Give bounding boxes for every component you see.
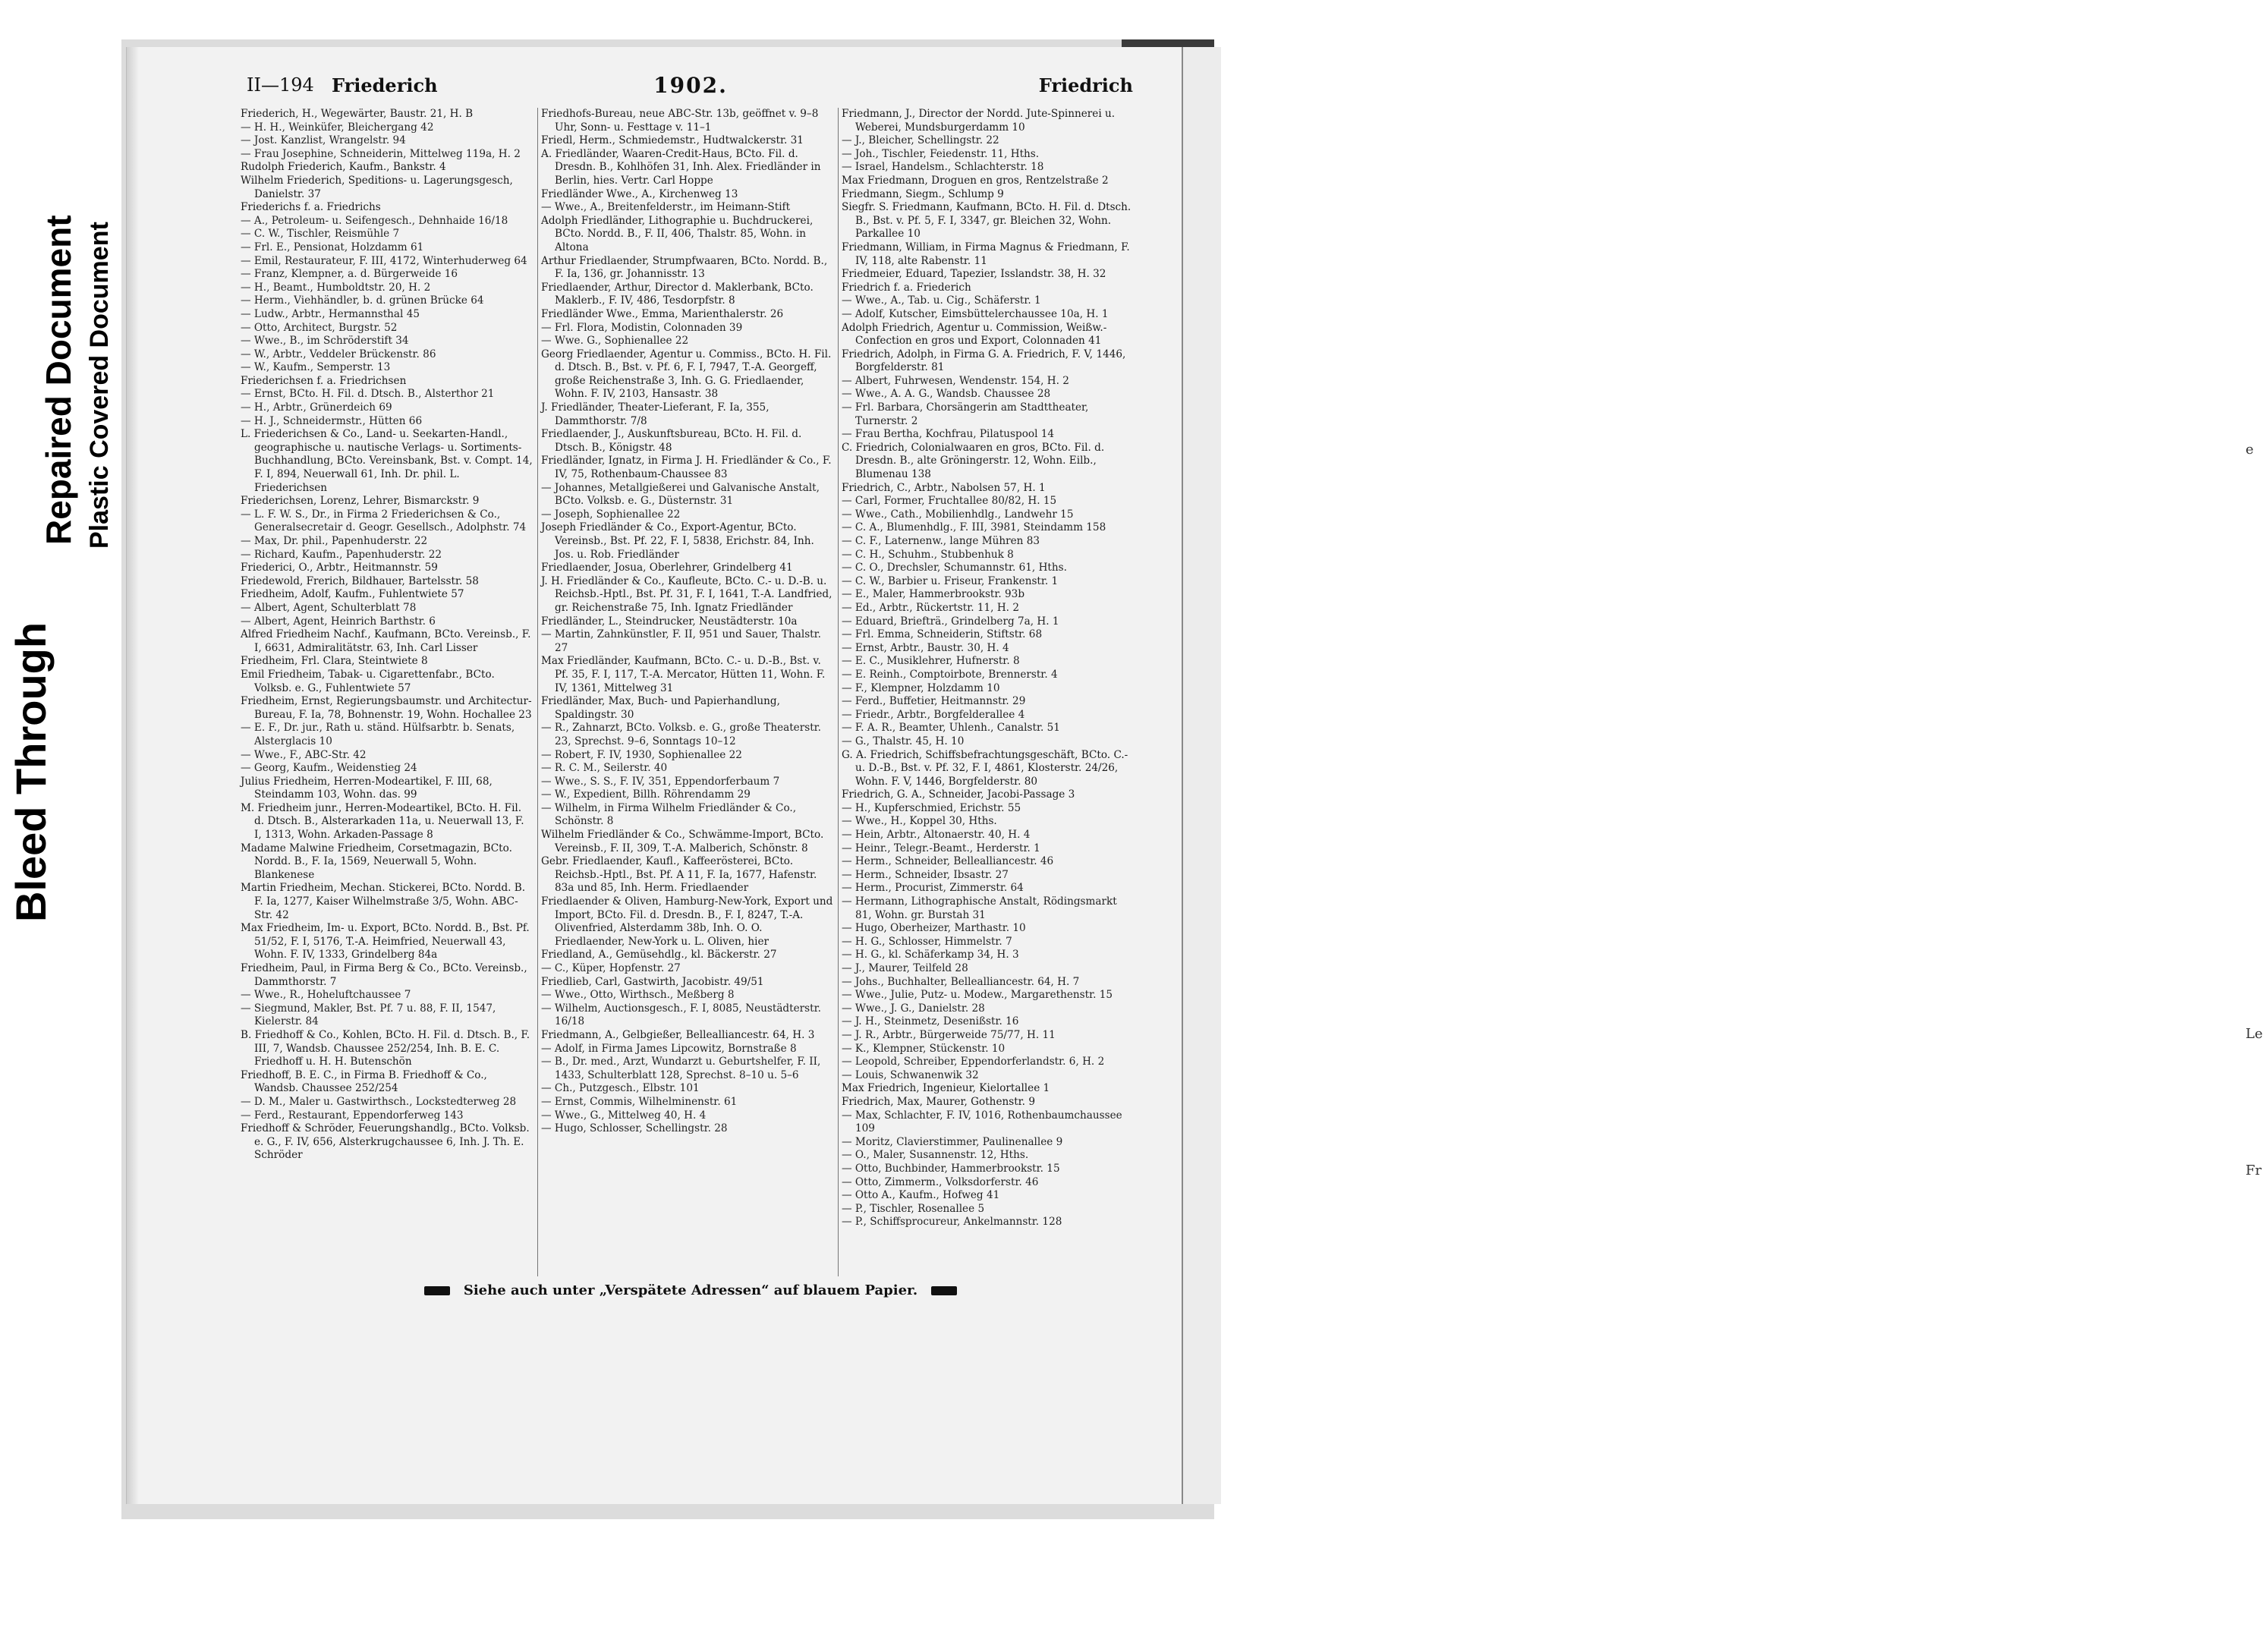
- directory-entry: — R., Zahnarzt, BCto. Volksb. e. G., große Theaterstr. 23, Sprechst. 9–6, Sonntags 10–12: [541, 722, 821, 747]
- directory-entry: G. A. Friedrich, Schiffsbefrachtungsgeschäft, BCto. C.- u. D.-B., Bst. v. Pf. 32, F. I, 4861, Klosterstr. 24/26, Wohn. F. V, 1446, Borgfelderstr. 80: [842, 748, 1128, 788]
- directory-entry: Adolph Friedrich, Agentur u. Commission, Weißw.-Confection en gros und Export, Colonnaden 41: [842, 321, 1107, 348]
- directory-entry: Max Friedrich, Ingenieur, Kielortallee 1: [842, 1082, 1050, 1095]
- directory-entry: — Frau Bertha, Kochfrau, Pilatuspool 14: [842, 428, 1055, 441]
- directory-entry: — J., Maurer, Teilfeld 28: [842, 962, 968, 974]
- directory-entry: — Wwe., A., Tab. u. Cig., Schäferstr. 1: [842, 294, 1041, 307]
- directory-entry: Friedrich, Adolph, in Firma G. A. Friedrich, F. V, 1446, Borgfelderstr. 81: [842, 348, 1126, 374]
- directory-entry: — Moritz, Clavierstimmer, Paulinenallee 9: [842, 1135, 1063, 1148]
- directory-entry: — P., Schiffsprocureur, Ankelmannstr. 128: [842, 1216, 1062, 1229]
- directory-page: [126, 47, 2263, 1504]
- directory-entry: Friedlaender, Arthur, Director d. Maklerbank, BCto. Maklerb., F. IV, 486, Tesdorpfstr. 8: [541, 281, 814, 307]
- directory-entry: — C. W., Barbier u. Friseur, Frankenstr. 1: [842, 574, 1059, 587]
- directory-entry: — Ernst, BCto. H. Fil. d. Dtsch. B., Alsterthor 21: [241, 388, 495, 401]
- directory-entry: — Siegmund, Makler, Bst. Pf. 7 u. 88, F. II, 1547, Kielerstr. 84: [241, 1002, 496, 1028]
- directory-entry: — Wwe., Otto, Wirthsch., Meßberg 8: [541, 989, 735, 1002]
- directory-entry: — E. F., Dr. jur., Rath u. ständ. Hülfsarbtr. b. Senats, Alsterglacis 10: [241, 722, 515, 747]
- directory-entry: — Joseph, Sophienallee 22: [541, 508, 681, 521]
- directory-entry: Friedhoff, B. E. C., in Firma B. Friedhoff & Co., Wandsb. Chaussee 252/254: [241, 1068, 487, 1095]
- directory-entry: Wilhelm Friederich, Speditions- u. Lagerungsgesch, Danielstr. 37: [241, 174, 513, 200]
- directory-entry: Friedländer, Max, Buch- und Papierhandlung, Spaldingstr. 30: [541, 695, 780, 721]
- directory-entry: Arthur Friedlaender, Strumpfwaaren, BCto. Nordd. B., F. Ia, 136, gr. Johannisstr. 13: [541, 254, 828, 281]
- directory-entry: Friedlaender, Josua, Oberlehrer, Grindelberg 41: [541, 562, 793, 574]
- directory-columns: [241, 108, 1141, 1276]
- directory-entry: — Frl. Flora, Modistin, Colonnaden 39: [541, 321, 743, 334]
- directory-entry: Friederichsen, Lorenz, Lehrer, Bismarckstr. 9: [241, 495, 480, 508]
- directory-entry: Max Friedländer, Kaufmann, BCto. C.- u. D.-B., Bst. v. Pf. 35, F. I, 117, T.-A. Mercator, Hütten 11, Wohn. F. IV, 1361, Mittelweg 31: [541, 655, 826, 694]
- directory-entry: Friederich, H., Wegewärter, Baustr. 21, H. B: [241, 108, 474, 120]
- directory-entry: Friedlaender, J., Auskunftsbureau, BCto. H. Fil. d. Dtsch. B., Königstr. 48: [541, 428, 802, 454]
- directory-entry: — H. G., kl. Schäferkamp 34, H. 3: [842, 949, 1019, 961]
- directory-entry: — C. W., Tischler, Reismühle 7: [241, 228, 400, 241]
- footer-note-text: Siehe auch unter „Verspätete Adressen“ auf blauem Papier.: [463, 1282, 918, 1298]
- directory-entry: Friedländer, Ignatz, in Firma J. H. Friedländer & Co., F. IV, 75, Rothenbaum-Chaussee 83: [541, 455, 832, 481]
- directory-entry: Madame Malwine Friedheim, Corsetmagazin, BCto. Nordd. B., F. Ia, 1569, Neuerwall 5, Wohn. Blankenese: [241, 842, 512, 881]
- directory-entry: — C. O., Drechsler, Schumannstr. 61, Hths.: [842, 562, 1067, 574]
- directory-entry: — Adolf, Kutscher, Eimsbüttelerchaussee 10a, H. 1: [842, 307, 1109, 320]
- directory-entry: — Wwe. G., Sophienallee 22: [541, 335, 689, 348]
- directory-entry: — Hein, Arbtr., Altonaerstr. 40, H. 4: [842, 829, 1031, 842]
- directory-entry: — Johannes, Metallgießerei und Galvanische Anstalt, BCto. Volksb. e. G., Düsternstr. 31: [541, 481, 820, 508]
- directory-entry: — Herm., Schneider, Ibsastr. 27: [842, 868, 1009, 881]
- directory-entry: J. Friedländer, Theater-Lieferant, F. Ia, 355, Dammthorstr. 7/8: [541, 401, 770, 427]
- directory-entry: Emil Friedheim, Tabak- u. Cigarettenfabr., BCto. Volksb. e. G., Fuhlentwiete 57: [241, 668, 495, 694]
- edge-letter: Le: [2246, 1026, 2263, 1042]
- page-header: [241, 70, 1141, 100]
- directory-entry: Friedewold, Frerich, Bildhauer, Bartelsstr. 58: [241, 574, 479, 587]
- directory-entry: Siegfr. S. Friedmann, Kaufmann, BCto. H. Fil. d. Dtsch. B., Bst. v. Pf. 5, F. I, 3347, gr. Bleichen 32, Wohn. Parkallee 10: [842, 201, 1132, 241]
- directory-entry: A. Friedländer, Waaren-Credit-Haus, BCto. Fil. d. Dresdn. B., Kohlhöfen 31, Inh. Alex. Friedländer in Berlin, hies. Vertr. Carl Hoppe: [541, 147, 821, 187]
- directory-entry: Martin Friedheim, Mechan. Stickerei, BCto. Nordd. B. F. Ia, 1277, Kaiser Wilhelmstraße 3/5, Wohn. ABC-Str. 42: [241, 882, 526, 921]
- directory-entry: Friedheim, Adolf, Kaufm., Fuhlentwiete 57: [241, 588, 464, 601]
- column-1: [241, 108, 533, 1276]
- directory-entry: — Wwe., H., Koppel 30, Hths.: [842, 815, 997, 828]
- directory-entry: Friedlaender & Oliven, Hamburg-New-York, Export und Import, BCto. Fil. d. Dresdn. B., F. I, 8247, T.-A. Olivenfried, Alsterdamm 38b, Inh. O. O. Friedlaender, New-York u. L. Oliven, hier: [541, 895, 833, 948]
- scanned-page: [121, 39, 2263, 1519]
- directory-entry: J. H. Friedländer & Co., Kaufleute, BCto. C.- u. D.-B. u. Reichsb.-Hptl., Bst. Pf. 31, F. I, 1641, T.-A. Landfried, gr. Reichenstraße 75, Inh. Ignatz Friedländer: [541, 574, 832, 614]
- directory-entry: — Emil, Restaurateur, F. III, 4172, Winterhuderweg 64: [241, 254, 527, 267]
- directory-entry: — H., Kupferschmied, Erichstr. 55: [842, 801, 1021, 814]
- directory-entry: — Albert, Fuhrwesen, Wendenstr. 154, H. 2: [842, 374, 1069, 387]
- footer-note: [241, 1282, 1141, 1298]
- directory-entry: Rudolph Friederich, Kaufm., Bankstr. 4: [241, 161, 446, 174]
- directory-entry: Friedrich, G. A., Schneider, Jacobi-Passage 3: [842, 788, 1075, 801]
- directory-entry: Friedländer, L., Steindrucker, Neustädterstr. 10a: [541, 615, 798, 628]
- directory-entry: — C., Küper, Hopfenstr. 27: [541, 962, 681, 974]
- directory-entry: Friedheim, Frl. Clara, Steintwiete 8: [241, 655, 428, 668]
- directory-entry: — Friedr., Arbtr., Borgfelderallee 4: [842, 708, 1025, 721]
- directory-entry: Alfred Friedheim Nachf., Kaufmann, BCto. Vereinsb., F. I, 6631, Admiralitätstr. 63, Inh. Carl Lisser: [241, 628, 531, 654]
- directory-entry: — Albert, Agent, Heinrich Barthstr. 6: [241, 615, 436, 628]
- directory-entry: C. Friedrich, Colonialwaaren en gros, BCto. Fil. d. Dresdn. B., alte Gröningerstr. 12, Wohn. Eilb., Blumenau 138: [842, 441, 1105, 481]
- directory-entry: — H., Arbtr., Grünerdeich 69: [241, 401, 392, 414]
- directory-entry: — W., Arbtr., Veddeler Brückenstr. 86: [241, 348, 436, 360]
- directory-entry: — A., Petroleum- u. Seifengesch., Dehnhaide 16/18: [241, 214, 508, 227]
- right-running-head: Friedrich: [1038, 74, 1133, 96]
- column-divider: [838, 108, 839, 1276]
- directory-entry: — J. R., Arbtr., Bürgerweide 75/77, H. 11: [842, 1028, 1056, 1041]
- directory-entry: — Ernst, Arbtr., Baustr. 30, H. 4: [842, 641, 1009, 654]
- directory-entry: Friedmann, Siegm., Schlump 9: [842, 187, 1004, 200]
- directory-entry: — Wilhelm, Auctionsgesch., F. I, 8085, Neustädterstr. 16/18: [541, 1002, 821, 1028]
- directory-entry: — Johs., Buchhalter, Bellealliancestr. 64, H. 7: [842, 975, 1080, 988]
- directory-entry: — W., Expedient, Billh. Röhrendamm 29: [541, 788, 751, 801]
- edge-letter: e: [2246, 442, 2254, 458]
- directory-entry: — F., Klempner, Holzdamm 10: [842, 681, 1000, 694]
- directory-entry: — W., Kaufm., Semperstr. 13: [241, 361, 391, 374]
- directory-entry: — Otto A., Kaufm., Hofweg 41: [842, 1189, 1000, 1202]
- directory-entry: — Heinr., Telegr.-Beamt., Herderstr. 1: [842, 842, 1040, 854]
- directory-entry: Joseph Friedländer & Co., Export-Agentur, BCto. Vereinsb., Bst. Pf. 22, F. I, 5838, Erichstr. 84, Inh. Jos. u. Rob. Friedländer: [541, 521, 814, 561]
- directory-entry: — Wwe., A., Breitenfelderstr., im Heimann-Stift: [541, 201, 791, 214]
- directory-entry: Friederichsen f. a. Friedrichsen: [241, 374, 407, 387]
- directory-entry: Max Friedmann, Droguen en gros, Rentzelstraße 2: [842, 174, 1109, 187]
- label-plastic-covered-document: Plastic Covered Document: [85, 222, 114, 549]
- directory-entry: Friedl, Herm., Schmiedemstr., Hudtwalckerstr. 31: [541, 134, 804, 147]
- side-labels: [0, 0, 121, 1518]
- directory-entry: — Wwe., A. A. G., Wandsb. Chaussee 28: [842, 388, 1051, 401]
- directory-entry: Friedhoff & Schröder, Feuerungshandlg., BCto. Volksb. e. G., F. IV, 656, Alsterkrugchaussee 6, Inh. J. Th. E. Schröder: [241, 1122, 530, 1162]
- directory-entry: — E. C., Musiklehrer, Hufnerstr. 8: [842, 655, 1020, 668]
- directory-entry: — Wwe., B., im Schröderstift 34: [241, 335, 409, 348]
- directory-entry: — Otto, Architect, Burgstr. 52: [241, 321, 398, 334]
- directory-entry: Wilhelm Friedländer & Co., Schwämme-Import, BCto. Vereinsb., F. II, 309, T.-A. Malberich, Schönstr. 8: [541, 829, 824, 854]
- directory-entry: — Louis, Schwanenwik 32: [842, 1068, 979, 1081]
- directory-entry: — J. H., Steinmetz, Desenißstr. 16: [842, 1015, 1019, 1028]
- directory-entry: — Herm., Viehhändler, b. d. grünen Brücke 64: [241, 294, 484, 307]
- directory-entry: — Israel, Handelsm., Schlachterstr. 18: [842, 161, 1044, 174]
- directory-entry: Friedländer Wwe., Emma, Marienthalerstr. 26: [541, 307, 784, 320]
- directory-entry: — Robert, F. IV, 1930, Sophienallee 22: [541, 748, 742, 761]
- directory-entry: — Ed., Arbtr., Rückertstr. 11, H. 2: [842, 601, 1019, 614]
- directory-entry: — Wwe., S. S., F. IV, 351, Eppendorferbaum 7: [541, 775, 780, 788]
- directory-entry: — Wilhelm, in Firma Wilhelm Friedländer & Co., Schönstr. 8: [541, 801, 797, 828]
- directory-entry: — Ch., Putzgesch., Elbstr. 101: [541, 1082, 700, 1095]
- directory-entry: Adolph Friedländer, Lithographie u. Buchdruckerei, BCto. Nordd. B., F. II, 406, Thalstr. 85, Wohn. in Altona: [541, 214, 814, 253]
- directory-entry: — Ferd., Restaurant, Eppendorferweg 143: [241, 1109, 464, 1122]
- directory-entry: — Frl. Barbara, Chorsängerin am Stadttheater, Turnerstr. 2: [842, 401, 1089, 427]
- year-heading: 1902.: [653, 73, 728, 98]
- directory-entry: — H. G., Schlosser, Himmelstr. 7: [842, 935, 1012, 948]
- directory-entry: — Otto, Zimmerm., Volksdorferstr. 46: [842, 1175, 1039, 1188]
- directory-entry: — R. C. M., Seilerstr. 40: [541, 762, 668, 775]
- directory-entry: Friedland, A., Gemüsehdlg., kl. Bäckerstr. 27: [541, 949, 777, 961]
- directory-entry: — Joh., Tischler, Feiedenstr. 11, Hths.: [842, 147, 1040, 160]
- directory-entry: — D. M., Maler u. Gastwirthsch., Lockstedterweg 28: [241, 1095, 517, 1108]
- directory-entry: Friedländer Wwe., A., Kirchenweg 13: [541, 187, 738, 200]
- directory-entry: — C. F., Laternenw., lange Mühren 83: [842, 535, 1040, 547]
- directory-entry: — Leopold, Schreiber, Eppendorferlandstr. 6, H. 2: [842, 1056, 1105, 1068]
- directory-entry: — G., Thalstr. 45, H. 10: [842, 735, 965, 747]
- directory-entry: Friedrich, Max, Maurer, Gothenstr. 9: [842, 1095, 1035, 1108]
- directory-entry: — Jost. Kanzlist, Wrangelstr. 94: [241, 134, 406, 147]
- left-running-head: Friederich: [332, 74, 438, 96]
- directory-entry: — Eduard, Briefträ., Grindelberg 7a, H. 1: [842, 615, 1059, 628]
- directory-entry: — Frau Josephine, Schneiderin, Mittelweg 119a, H. 2: [241, 147, 521, 160]
- page-gutter: [127, 47, 139, 1504]
- directory-entry: Friedrich f. a. Friederich: [842, 281, 971, 294]
- directory-entry: Friederici, O., Arbtr., Heitmannstr. 59: [241, 562, 438, 574]
- directory-entry: — Richard, Kaufm., Papenhuderstr. 22: [241, 548, 442, 561]
- directory-entry: — Wwe., J. G., Danielstr. 28: [842, 1002, 985, 1015]
- edge-letter: Fr: [2246, 1163, 2262, 1178]
- directory-entry: — Hugo, Schlosser, Schellingstr. 28: [541, 1122, 728, 1135]
- directory-entry: — Frl. E., Pensionat, Holzdamm 61: [241, 241, 424, 253]
- directory-entry: M. Friedheim junr., Herren-Modeartikel, BCto. H. Fil. d. Dtsch. B., Alsterarkaden 11a, u. Neuerwall 13, F. I, 1313, Wohn. Arkaden-Passage 8: [241, 801, 524, 842]
- pointing-hand-icon: [931, 1286, 957, 1295]
- directory-entry: Friedhofs-Bureau, neue ABC-Str. 13b, geöffnet v. 9–8 Uhr, Sonn- u. Festtage v. 11–1: [541, 108, 819, 134]
- directory-entry: Friedheim, Ernst, Regierungsbaumstr. und Architectur-Bureau, F. Ia, 78, Bohnenstr. 19, Wohn. Hochallee 23: [241, 695, 532, 721]
- directory-entry: — C. H., Schuhm., Stubbenhuk 8: [842, 548, 1014, 561]
- directory-entry: — Wwe., R., Hoheluftchaussee 7: [241, 989, 411, 1002]
- column-divider: [537, 108, 538, 1276]
- directory-entry: Friedlieb, Carl, Gastwirth, Jacobistr. 49/51: [541, 975, 764, 988]
- directory-entry: Friedmeier, Eduard, Tapezier, Isslandstr. 38, H. 32: [842, 268, 1106, 281]
- directory-entry: — H. H., Weinküfer, Bleichergang 42: [241, 121, 434, 134]
- directory-entry: — Albert, Agent, Schulterblatt 78: [241, 601, 417, 614]
- directory-entry: Friederichs f. a. Friedrichs: [241, 201, 381, 214]
- directory-entry: — Franz, Klempner, a. d. Bürgerweide 16: [241, 268, 458, 281]
- directory-entry: — E., Maler, Hammerbrookstr. 93b: [842, 588, 1025, 601]
- directory-entry: — J., Bleicher, Schellingstr. 22: [842, 134, 999, 147]
- directory-entry: — Adolf, in Firma James Lipcowitz, Bornstraße 8: [541, 1042, 797, 1055]
- directory-entry: — Wwe., G., Mittelweg 40, H. 4: [541, 1109, 707, 1122]
- directory-entry: — Georg, Kaufm., Weidenstieg 24: [241, 762, 417, 775]
- directory-entry: Max Friedheim, Im- u. Export, BCto. Nordd. B., Bst. Pf. 51/52, F. I, 5176, T.-A. Heimfried, Neuerwall 43, Wohn. F. IV, 1333, Grindelberg 84a: [241, 922, 530, 961]
- directory-entry: — H., Beamt., Humboldtstr. 20, H. 2: [241, 281, 431, 294]
- directory-entry: — Wwe., Cath., Mobilienhdlg., Landwehr 15: [842, 508, 1074, 521]
- label-repaired-document: Repaired Document: [39, 215, 78, 545]
- directory-entry: — Martin, Zahnkünstler, F. II, 951 und Sauer, Thalstr. 27: [541, 628, 821, 654]
- directory-entry: Friedmann, J., Director der Nordd. Jute-Spinnerei u. Weberei, Mundsburgerdamm 10: [842, 108, 1116, 134]
- directory-entry: — Wwe., F., ABC-Str. 42: [241, 748, 367, 761]
- directory-entry: — Herm., Schneider, Bellealliancestr. 46: [842, 855, 1054, 868]
- directory-entry: Friedmann, William, in Firma Magnus & Friedmann, F. IV, 118, alte Rabenstr. 11: [842, 241, 1130, 267]
- directory-entry: — Ernst, Commis, Wilhelminenstr. 61: [541, 1095, 738, 1108]
- directory-entry: — K., Klempner, Stückenstr. 10: [842, 1042, 1006, 1055]
- directory-entry: Georg Friedlaender, Agentur u. Commiss., BCto. H. Fil. d. Dtsch. B., Bst. v. Pf. 6, F. I, 7947, T.-A. Georgeff, große Reichenstraße 3, Inh. G. G. Friedlaender, Wohn. F. IV, 2103, Hansastr. 38: [541, 348, 832, 401]
- directory-entry: — L. F. W. S., Dr., in Firma 2 Friederichsen & Co., Generalsecretair d. Geogr. Gesellsch., Adolphstr. 74: [241, 508, 527, 534]
- directory-entry: — Carl, Former, Fruchtallee 80/82, H. 15: [842, 495, 1057, 508]
- directory-entry: Friedrich, C., Arbtr., Nabolsen 57, H. 1: [842, 481, 1046, 494]
- directory-entry: Julius Friedheim, Herren-Modeartikel, F. III, 68, Steindamm 103, Wohn. das. 99: [241, 775, 493, 801]
- directory-entry: — Wwe., Julie, Putz- u. Modew., Margarethenstr. 15: [842, 989, 1113, 1002]
- directory-entry: Friedmann, A., Gelbgießer, Bellealliancestr. 64, H. 3: [541, 1028, 815, 1041]
- directory-entry: — F. A. R., Beamter, Uhlenh., Canalstr. 51: [842, 722, 1060, 735]
- label-bleed-through: Bleed Through: [7, 621, 55, 922]
- directory-entry: — H. J., Schneidermstr., Hütten 66: [241, 414, 423, 427]
- directory-entry: B. Friedhoff & Co., Kohlen, BCto. H. Fil. d. Dtsch. B., F. III, 7, Wandsb. Chaussee 252/254, Inh. B. E. C. Friedhoff u. H. H. Butenschön: [241, 1028, 530, 1068]
- directory-entry: — Hermann, Lithographische Anstalt, Rödingsmarkt 81, Wohn. gr. Burstah 31: [842, 895, 1117, 921]
- directory-entry: Gebr. Friedlaender, Kaufl., Kaffeerösterei, BCto. Reichsb.-Hptl., Bst. Pf. A 11, F. Ia, 1677, Hafenstr. 83a und 85, Inh. Herm. Friedlaender: [541, 855, 817, 895]
- directory-entry: — B., Dr. med., Arzt, Wundarzt u. Geburtshelfer, F. II, 1433, Schulterblatt 128, Sprechst. 8–10 u. 5–6: [541, 1056, 821, 1081]
- directory-entry: — Hugo, Oberheizer, Marthastr. 10: [842, 922, 1026, 935]
- directory-entry: — Max, Dr. phil., Papenhuderstr. 22: [241, 535, 428, 547]
- directory-entry: — P., Tischler, Rosenallee 5: [842, 1202, 985, 1215]
- directory-entry: — Herm., Procurist, Zimmerstr. 64: [842, 882, 1024, 895]
- pointing-hand-icon: [424, 1286, 450, 1295]
- page-number: II—194: [247, 74, 314, 96]
- directory-entry: — Max, Schlachter, F. IV, 1016, Rothenbaumchaussee 109: [842, 1109, 1122, 1135]
- directory-entry: — Ferd., Buffetier, Heitmannstr. 29: [842, 695, 1026, 708]
- directory-entry: — C. A., Blumenhdlg., F. III, 3981, Steindamm 158: [842, 521, 1106, 534]
- directory-entry: — O., Maler, Susannenstr. 12, Hths.: [842, 1149, 1029, 1162]
- column-2: [541, 108, 834, 1276]
- directory-entry: — Ludw., Arbtr., Hermannsthal 45: [241, 307, 420, 320]
- directory-entry: — Frl. Emma, Schneiderin, Stiftstr. 68: [842, 628, 1043, 641]
- directory-entry: — E. Reinh., Comptoirbote, Brennerstr. 4: [842, 668, 1058, 681]
- next-page-edge: [1182, 47, 2263, 1504]
- directory-entry: L. Friederichsen & Co., Land- u. Seekarten-Handl., geographische u. nautische Verlags- u. Sortiments-Buchhandlung, BCto. Vereinsbank, Bst. v. Compt. 14, F. I, 894, Neuerwall 61, Inh. Dr. phil. L. Friederichsen: [241, 428, 533, 494]
- directory-entry: Friedheim, Paul, in Firma Berg & Co., BCto. Vereinsb., Dammthorstr. 7: [241, 962, 527, 988]
- column-3: [842, 108, 1135, 1276]
- directory-entry: — Otto, Buchbinder, Hammerbrookstr. 15: [842, 1162, 1060, 1175]
